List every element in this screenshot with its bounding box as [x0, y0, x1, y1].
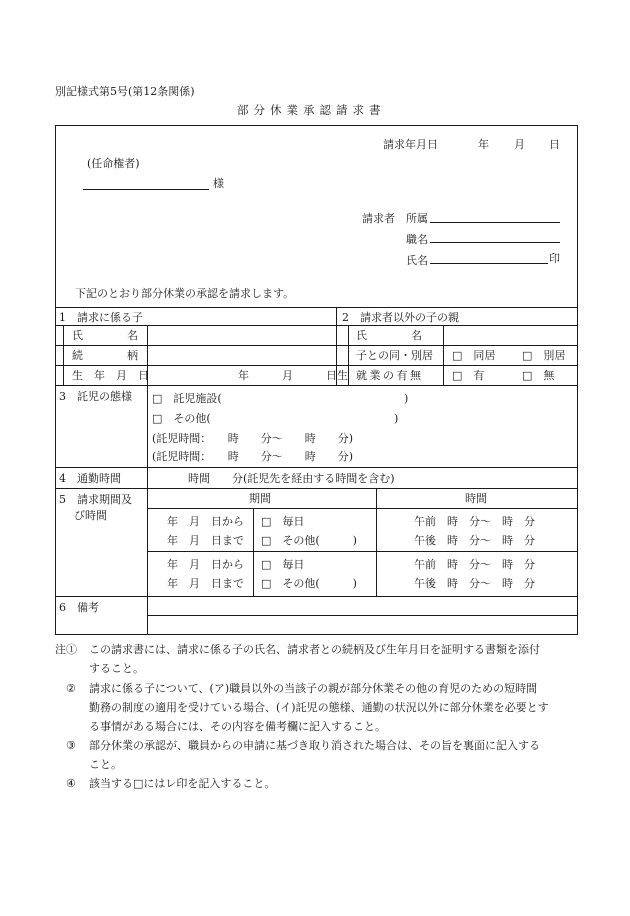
section4-heading: 4 通勤時間 [59, 472, 121, 485]
time-header: 時間 [465, 492, 487, 505]
block1-am[interactable]: 午前 時 分～ 時 分 [414, 515, 535, 528]
childcare-time-1[interactable]: (託児時間： 時 分～ 時 分) [152, 432, 354, 445]
request-year: 年 [478, 138, 489, 151]
block2-daily[interactable]: □ 毎日 [261, 558, 305, 571]
cohabit-option-separate[interactable]: □ 別居 [522, 349, 566, 362]
block1-daily[interactable]: □ 毎日 [261, 515, 305, 528]
sama-label: 様 [213, 177, 224, 190]
note2-line3: る事情がある場合には、その内容を備考欄に記入すること。 [89, 720, 386, 733]
section2-heading: 2 請求者以外の子の親 [342, 311, 459, 324]
note4-mark: ④ [66, 777, 76, 790]
cohabit-option-same[interactable]: □ 同居 [452, 349, 496, 362]
request-day: 日 [549, 138, 560, 151]
employment-option-no[interactable]: □ 無 [522, 369, 555, 382]
employment-option-yes[interactable]: □ 有 [452, 369, 485, 382]
block2-other[interactable]: □ その他( ) [261, 577, 357, 590]
note2-line1: 請求に係る子について、(ア)職員以外の当該子の親が部分休業その他の育児のための短時間 [89, 682, 538, 695]
block2-pm[interactable]: 午後 時 分～ 時 分 [414, 577, 535, 590]
childcare-time-2[interactable]: (託児時間： 時 分～ 時 分) [152, 450, 354, 463]
request-month: 月 [514, 138, 525, 151]
child-name-field[interactable] [148, 326, 335, 344]
childcare-facility-option[interactable]: □ 託児施設( [152, 392, 222, 405]
block2-am[interactable]: 午前 時 分～ 時 分 [414, 558, 535, 571]
section3-heading: 3 託児の態様 [59, 390, 132, 403]
parent-name-field[interactable] [444, 326, 576, 344]
section5-heading-line2: び時間 [74, 509, 107, 522]
commute-time-value[interactable]: 時間 分(託児先を経由する時間を含む) [188, 472, 395, 485]
cohabit-label: 子との同・別居 [356, 349, 433, 362]
section6-heading: 6 備考 [59, 601, 99, 614]
childcare-other-close: ) [394, 412, 399, 425]
note2-mark: ② [66, 682, 76, 695]
note1-mark: 注① [55, 643, 77, 656]
child-birth-label: 生 年 月 日 [72, 369, 149, 382]
note1-line1: この請求書には、請求に係る子の氏名、請求者との続柄及び生年月日を証明する書類を添付 [89, 643, 540, 656]
childcare-facility-close: ) [404, 392, 409, 405]
note1-line2: すること。 [89, 662, 144, 675]
affiliation-label: 所属 [406, 212, 428, 225]
request-statement: 下記のとおり部分休業の承認を請求します。 [75, 287, 295, 300]
period-header: 期間 [249, 492, 271, 505]
affiliation-line[interactable] [430, 222, 560, 223]
block2-to[interactable]: 年 月 日まで [167, 577, 244, 590]
position-line[interactable] [430, 242, 560, 243]
block1-to[interactable]: 年 月 日まで [167, 534, 244, 547]
form-title: 部分休業承認請求書 [237, 103, 386, 117]
position-label: 職名 [406, 233, 428, 246]
name-label: 氏名 [406, 254, 428, 267]
appointer-name-line[interactable] [83, 189, 209, 190]
block1-from[interactable]: 年 月 日から [167, 515, 244, 528]
block2-from[interactable]: 年 月 日から [167, 558, 244, 571]
note3-line1: 部分休業の承認が、職員からの申請に基づき取り消された場合は、その旨を裏面に記入する [89, 739, 540, 752]
request-date-label: 請求年月日 [383, 138, 438, 151]
form-id: 別記様式第5号(第12条関係) [55, 85, 195, 98]
note3-mark: ③ [66, 739, 76, 752]
child-relation-field[interactable] [148, 346, 335, 364]
parent-name-label: 氏 名 [356, 329, 422, 342]
child-name-label: 氏 名 [72, 329, 138, 342]
seal-mark: 印 [549, 252, 560, 265]
note3-line2: こと。 [89, 758, 122, 771]
section5-heading-line1: 5 請求期間及 [59, 493, 132, 506]
appointer-label: (任命権者) [87, 157, 140, 170]
name-line[interactable] [430, 263, 548, 264]
child-relation-label: 続 柄 [72, 349, 138, 362]
note2-line2: 勤務の制度の適用を受けている場合、(イ)託児の態様、通勤の状況以外に部分休業を必要とす [89, 701, 549, 714]
section1-heading: 1 請求に係る子 [59, 311, 143, 324]
child-birth-value[interactable]: 年 月 日生 [238, 369, 348, 382]
childcare-other-option[interactable]: □ その他( [152, 412, 211, 425]
block1-other[interactable]: □ その他( ) [261, 534, 357, 547]
employment-label: 就業の有無 [356, 369, 424, 382]
block1-pm[interactable]: 午後 時 分～ 時 分 [414, 534, 535, 547]
remarks-field[interactable] [148, 597, 576, 633]
note4-line1: 該当する□にはレ印を記入すること。 [89, 777, 276, 790]
requester-label: 請求者 [362, 212, 395, 225]
